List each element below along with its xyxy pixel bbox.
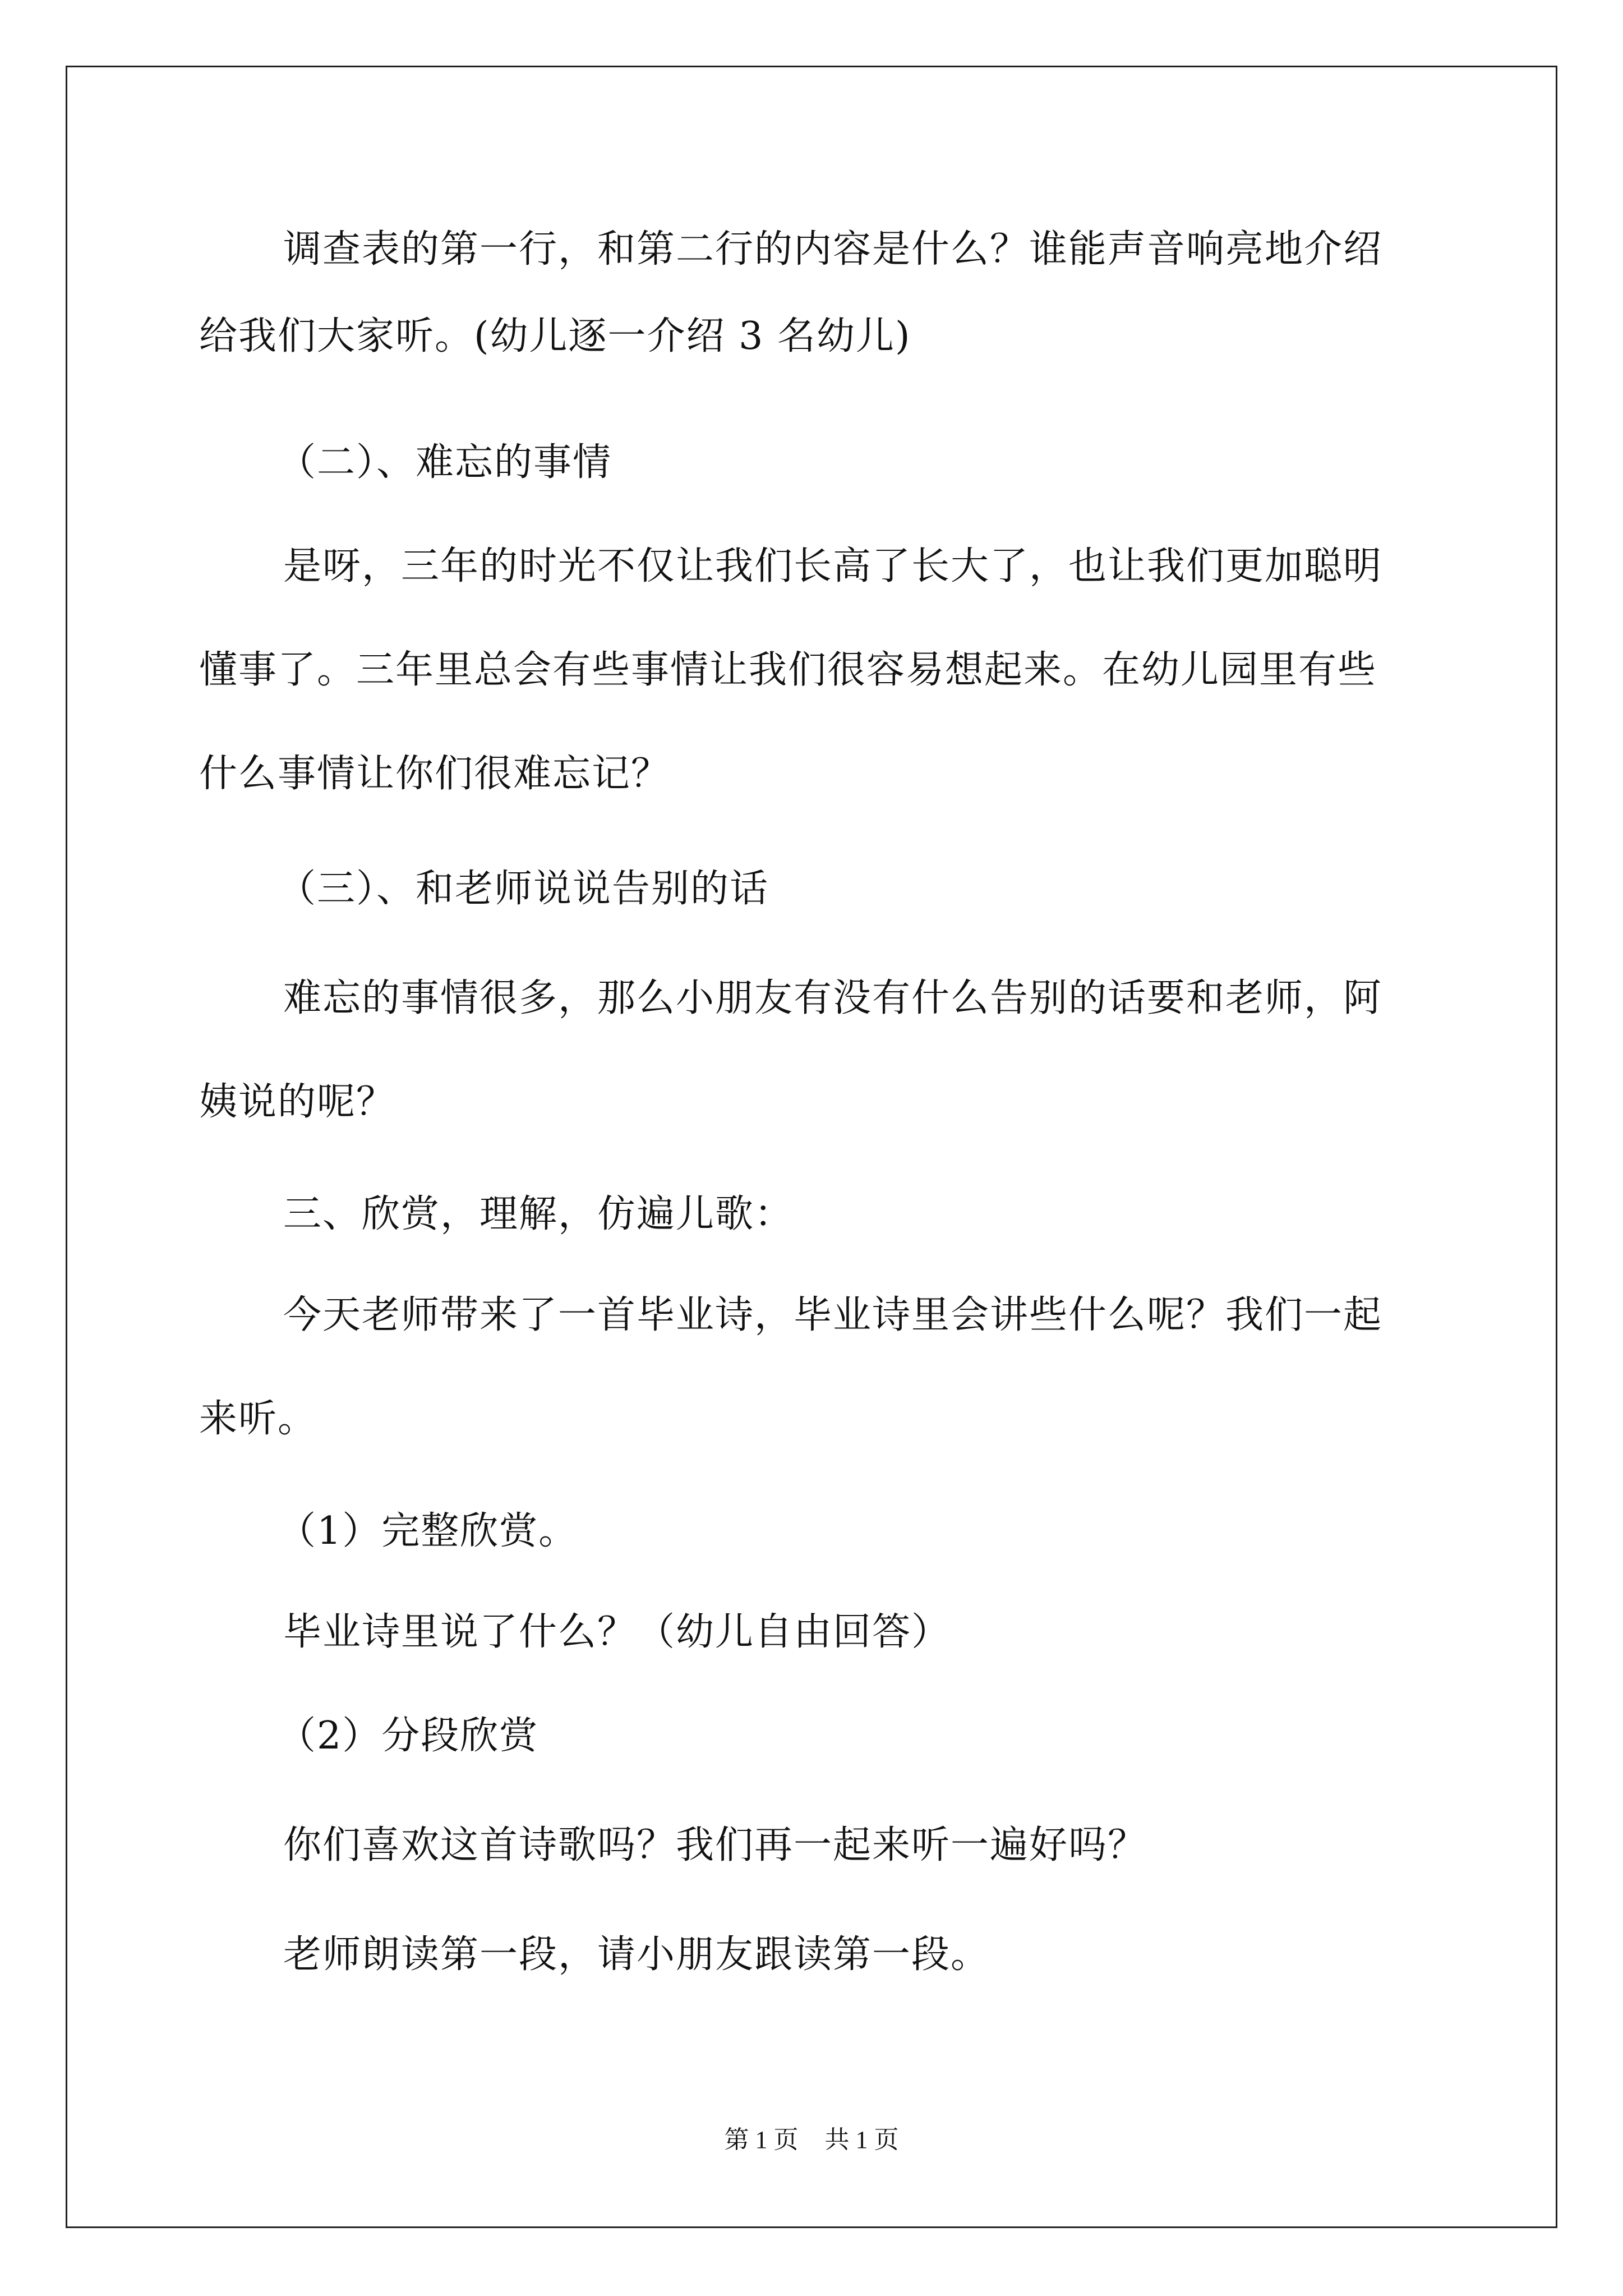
paragraph-line: 姨说的呢？	[199, 1080, 396, 1124]
paragraph-line: 难忘的事情很多，那么小朋友有没有什么告别的话要和老师，阿	[283, 976, 1383, 1020]
paragraph-line: 老师朗读第一段，请小朋友跟读第一段。	[283, 1932, 990, 1977]
page-footer	[0, 2123, 1623, 2157]
sub-heading: （1）完整欣赏。	[278, 1509, 578, 1553]
page-number-total: 共 1 页	[824, 2126, 899, 2154]
sub-heading: （2）分段欣赏	[278, 1714, 539, 1758]
section-heading: （二）、难忘的事情	[278, 440, 612, 485]
paragraph-line: 是呀，三年的时光不仅让我们长高了长大了，也让我们更加聪明	[283, 544, 1383, 588]
paragraph-line: 调查表的第一行，和第二行的内容是什么？谁能声音响亮地介绍	[283, 227, 1383, 272]
paragraph-line: 什么事情让你们很难忘记？	[199, 752, 671, 796]
section-heading: （三）、和老师说说告别的话	[278, 867, 769, 911]
paragraph-line: 懂事了。三年里总会有些事情让我们很容易想起来。在幼儿园里有些	[199, 648, 1377, 692]
paragraph-line: 毕业诗里说了什么？（幼儿自由回答）	[283, 1610, 951, 1654]
page-border	[66, 66, 1557, 2228]
paragraph-line: 你们喜欢这首诗歌吗？我们再一起来听一遍好吗？	[283, 1823, 1147, 1867]
paragraph-line: 来听。	[199, 1397, 317, 1441]
page-number-current: 第 1 页	[724, 2126, 799, 2154]
paragraph-line: 今天老师带来了一首毕业诗，毕业诗里会讲些什么呢？我们一起	[283, 1293, 1383, 1337]
paragraph-line: 给我们大家听。(幼儿逐一介绍 3 名幼儿)	[199, 314, 911, 358]
section-heading: 三、欣赏，理解，仿遍儿歌：	[283, 1192, 794, 1236]
